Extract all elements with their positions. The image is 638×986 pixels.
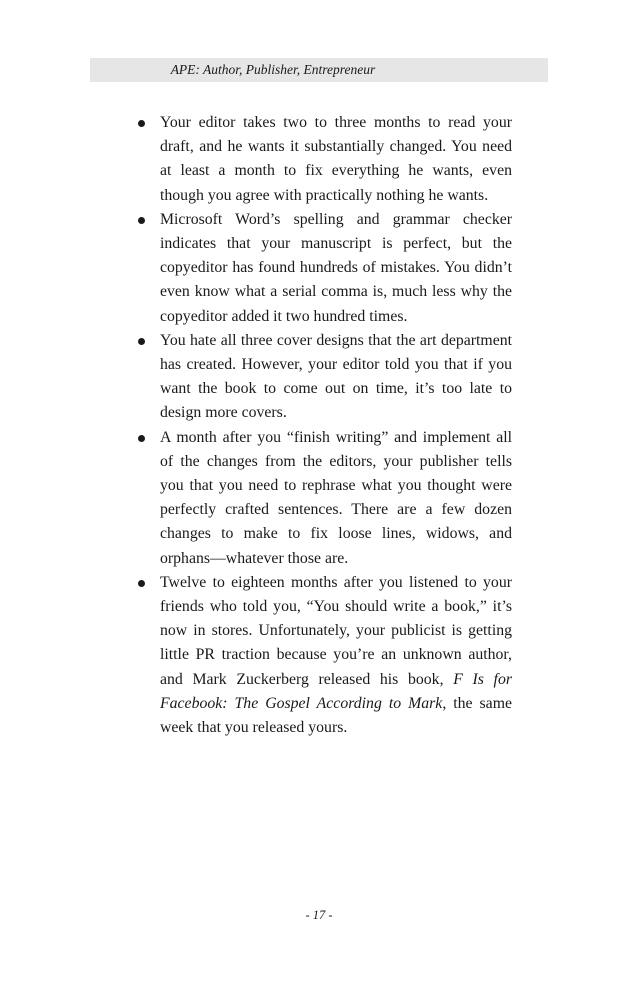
bullet-text-after-title: , the same week that you released yours.: [160, 694, 512, 737]
bullet-text: Your editor takes two to three months to read your draft, and he wants it substantially changed. You need at least a month to fix everything he wants, even though you agree with practically nothing he wants.: [160, 114, 512, 204]
bullet-text-before-title: Twelve to eighteen months after you listened to your friends who told you, “You should write a book,” it’s now in stores. Unfortunately, your publicist is getting little PR traction because you’re an unknown author, and Mark Zuckerberg released his book,: [160, 573, 512, 688]
list-item: [131, 329, 512, 426]
page-number: - 17 -: [305, 908, 333, 922]
bullet-text: Microsoft Word’s spelling and grammar checker indicates that your manuscript is perfect, but the copyeditor has found hundreds of mistakes. You didn’t even know what a serial comma is, much less why the copyeditor added it two hundred times.: [160, 210, 512, 325]
bullet-icon: [138, 435, 145, 442]
book-title: F Is for Facebook: The Gospel According to Mark: [160, 670, 512, 712]
list-item: [131, 426, 512, 571]
list-item: [131, 571, 512, 740]
bullet-text: You hate all three cover designs that the art department has created. However, your editor told you that if you want the book to come out on time, it’s too late to design more covers.: [160, 331, 512, 422]
bullet-icon: [138, 120, 145, 127]
bullet-list: [131, 111, 512, 740]
running-header: [90, 58, 548, 82]
bullet-text: A month after you “finish writing” and implement all of the changes from the editors, your publisher tells you that you need to rephrase what you thought were perfectly crafted sentences. There are a few dozen changes to make to fix loose lines, widows, and orphans—whatever those are.: [160, 428, 512, 567]
bullet-icon: [138, 217, 145, 224]
running-header-title: APE: Author, Publisher, Entrepreneur: [170, 62, 376, 77]
bullet-icon: [138, 338, 145, 345]
list-item: [131, 111, 512, 208]
bullet-icon: [138, 580, 145, 587]
list-item: [131, 208, 512, 329]
